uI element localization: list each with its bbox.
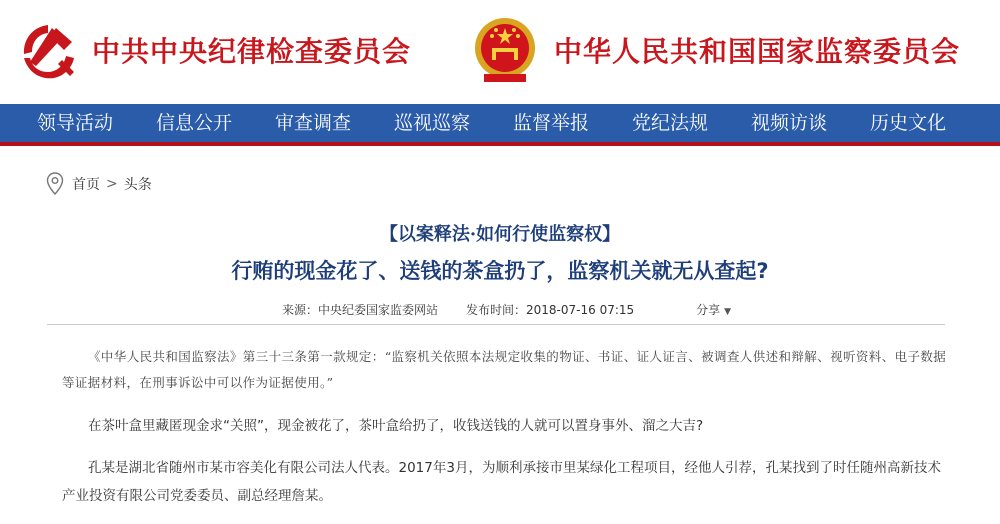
nav-item-disclosure[interactable]: 信息公开 [156, 112, 233, 134]
law-quote: 《中华人民共和国监察法》第三十三条第一款规定：“监察机关依照本法规定收集的物证、书证、证人证言、被调查人供述和辩解、视听资料、电子数据等证据材料，在刑事诉讼中可以作为证据使用。” [62, 349, 947, 390]
article-source: 来源：中央纪委国家监委网站 [282, 303, 439, 317]
breadcrumb-separator: > [106, 176, 118, 192]
nav-item-report[interactable]: 监督举报 [513, 112, 590, 134]
nav-item-history[interactable]: 历史文化 [870, 112, 947, 134]
nav-item-regulations[interactable]: 党纪法规 [632, 112, 709, 134]
main-nav [0, 104, 1000, 146]
party-emblem-icon [18, 22, 78, 82]
nav-item-inspection[interactable]: 巡视巡察 [394, 112, 471, 134]
article-headline: 行贿的现金花了、送钱的茶盒扔了，监察机关就无从查起? [231, 259, 769, 283]
article-kicker: 【以案释法·如何行使监察权】 [379, 224, 621, 245]
breadcrumb-home[interactable]: 首页 [72, 177, 100, 193]
location-pin-icon [46, 172, 64, 196]
article-paragraph: 在茶叶盒里藏匿现金求“关照”，现金被花了，茶叶盒给扔了，收钱送钱的人就可以置身事外、溜之大吉? [88, 418, 704, 434]
article-published: 发布时间：2018-07-16 07:15 [466, 303, 635, 317]
share-button[interactable] [696, 301, 731, 318]
nav-item-leadership[interactable]: 领导活动 [37, 112, 114, 134]
breadcrumb-current[interactable]: 头条 [123, 177, 152, 193]
site-header [0, 0, 1000, 104]
share-label: 分享 [696, 303, 721, 317]
nav-item-video[interactable]: 视频访谈 [751, 112, 828, 134]
breadcrumb [46, 172, 152, 196]
article-meta [282, 301, 731, 318]
ccdi-title[interactable]: 中共中央纪律检查委员会 [92, 35, 412, 68]
nav-item-investigation[interactable]: 审查调查 [275, 112, 352, 134]
nsc-title[interactable]: 中华人民共和国国家监察委员会 [554, 35, 961, 68]
national-emblem-icon [472, 14, 538, 86]
caret-down-icon: ▼ [724, 307, 732, 317]
article-paragraph: 孔某是湖北省随州市某市容美化有限公司法人代表。2017年3月，为顺利承接市里某绿化工程项目，经他人引荐，孔某找到了时任随州高新技术产业投资有限公司党委委员、副总经理詹某。 [62, 460, 941, 504]
meta-divider [47, 324, 945, 325]
